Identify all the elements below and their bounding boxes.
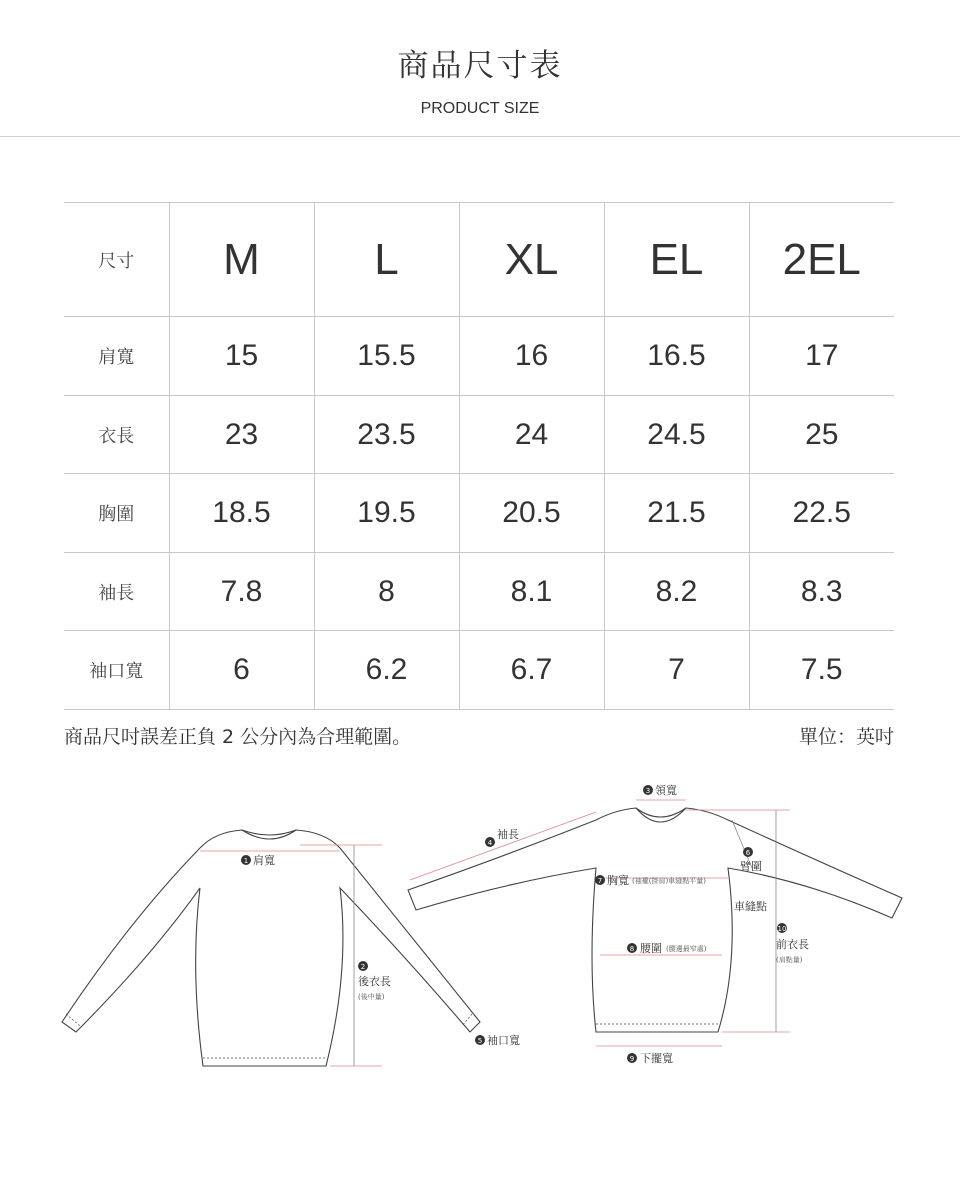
size-header-cell: L (314, 203, 459, 317)
table-row (64, 631, 894, 710)
front-length-measure-line (686, 810, 790, 1032)
table-row (64, 395, 894, 474)
table-cell: 8 (314, 552, 459, 631)
table-cell: 24 (459, 395, 604, 474)
svg-text:下擺寬: 下擺寬 (640, 1052, 673, 1065)
svg-text:臂圍: 臂圍 (740, 860, 762, 873)
table-cell: 24.5 (604, 395, 749, 474)
svg-text:(後中量): (後中量) (358, 993, 385, 1001)
svg-text:8: 8 (629, 945, 635, 953)
table-cell: 21.5 (604, 474, 749, 553)
row-label: 袖長 (64, 552, 169, 631)
svg-text:(袖襱(掛肩)車縫點平量): (袖襱(掛肩)車縫點平量) (632, 877, 706, 885)
svg-text:領寬: 領寬 (655, 784, 677, 797)
table-cell: 7.5 (749, 631, 894, 710)
unit-label: 單位：英吋 (798, 726, 894, 748)
table-cell: 15 (169, 317, 314, 396)
svg-text:後衣長: 後衣長 (358, 975, 391, 988)
sleeve-measure-line (410, 812, 596, 880)
table-cell: 22.5 (749, 474, 894, 553)
svg-text:前衣長: 前衣長 (776, 938, 809, 951)
row-label: 胸圍 (64, 474, 169, 553)
arm-label (740, 847, 762, 873)
svg-text:車縫點: 車縫點 (734, 900, 767, 913)
waist-label (627, 942, 707, 955)
size-header-cell: XL (459, 203, 604, 317)
svg-text:腰圍: 腰圍 (640, 942, 662, 955)
row-label: 衣長 (64, 395, 169, 474)
svg-text:6: 6 (745, 849, 751, 857)
neck-label (643, 783, 677, 797)
row-label: 袖口寬 (64, 631, 169, 710)
page-subtitle: PRODUCT SIZE (420, 100, 540, 117)
table-cell: 7 (604, 631, 749, 710)
row-label: 肩寬 (64, 317, 169, 396)
size-header-cell: 2EL (749, 203, 894, 317)
table-cell: 15.5 (314, 317, 459, 396)
back-length-measure-line (300, 845, 382, 1066)
seam-point-label (734, 899, 767, 913)
hem-label (627, 1051, 673, 1065)
svg-text:10: 10 (777, 925, 787, 933)
table-cell: 8.1 (459, 552, 604, 631)
table-cell: 7.8 (169, 552, 314, 631)
table-row (64, 317, 894, 396)
size-header-cell: EL (604, 203, 749, 317)
size-header-row (64, 203, 894, 317)
page-title: 商品尺寸表 (397, 48, 563, 84)
svg-text:3: 3 (645, 787, 651, 795)
table-cell: 23 (169, 395, 314, 474)
sleeve-label (485, 827, 519, 847)
size-label: 尺寸 (64, 203, 169, 317)
front-shirt-illustration (408, 808, 902, 1032)
svg-text:4: 4 (487, 839, 493, 847)
measurement-diagram (0, 770, 960, 1080)
table-cell: 8.3 (749, 552, 894, 631)
back-length-label (358, 961, 391, 1001)
table-cell: 6.7 (459, 631, 604, 710)
svg-text:1: 1 (243, 857, 249, 865)
svg-text:胸寬: 胸寬 (607, 874, 629, 887)
svg-text:7: 7 (597, 877, 603, 885)
svg-text:2: 2 (360, 963, 366, 971)
shoulder-label (241, 853, 275, 867)
svg-text:9: 9 (629, 1055, 635, 1063)
svg-text:(肩點量): (肩點量) (776, 956, 803, 964)
svg-text:5: 5 (477, 1037, 483, 1045)
size-table (64, 202, 894, 710)
table-cell: 17 (749, 317, 894, 396)
table-cell: 6 (169, 631, 314, 710)
svg-text:袖長: 袖長 (497, 828, 519, 841)
table-cell: 20.5 (459, 474, 604, 553)
chest-label (595, 873, 706, 887)
svg-text:(腰邊最窄處): (腰邊最窄處) (666, 945, 707, 953)
table-cell: 23.5 (314, 395, 459, 474)
svg-text:肩寬: 肩寬 (253, 854, 275, 867)
table-cell: 16 (459, 317, 604, 396)
table-cell: 16.5 (604, 317, 749, 396)
table-cell: 6.2 (314, 631, 459, 710)
header-divider (0, 136, 960, 137)
tolerance-note: 商品尺吋誤差正負 2 公分內為合理範圍。 (64, 726, 412, 748)
size-header-cell: M (169, 203, 314, 317)
table-cell: 25 (749, 395, 894, 474)
table-cell: 18.5 (169, 474, 314, 553)
table-row (64, 474, 894, 553)
table-cell: 8.2 (604, 552, 749, 631)
table-row (64, 552, 894, 631)
cuff-label (475, 1033, 520, 1047)
front-length-label (776, 923, 809, 964)
table-cell: 19.5 (314, 474, 459, 553)
svg-text:袖口寬: 袖口寬 (487, 1034, 520, 1047)
